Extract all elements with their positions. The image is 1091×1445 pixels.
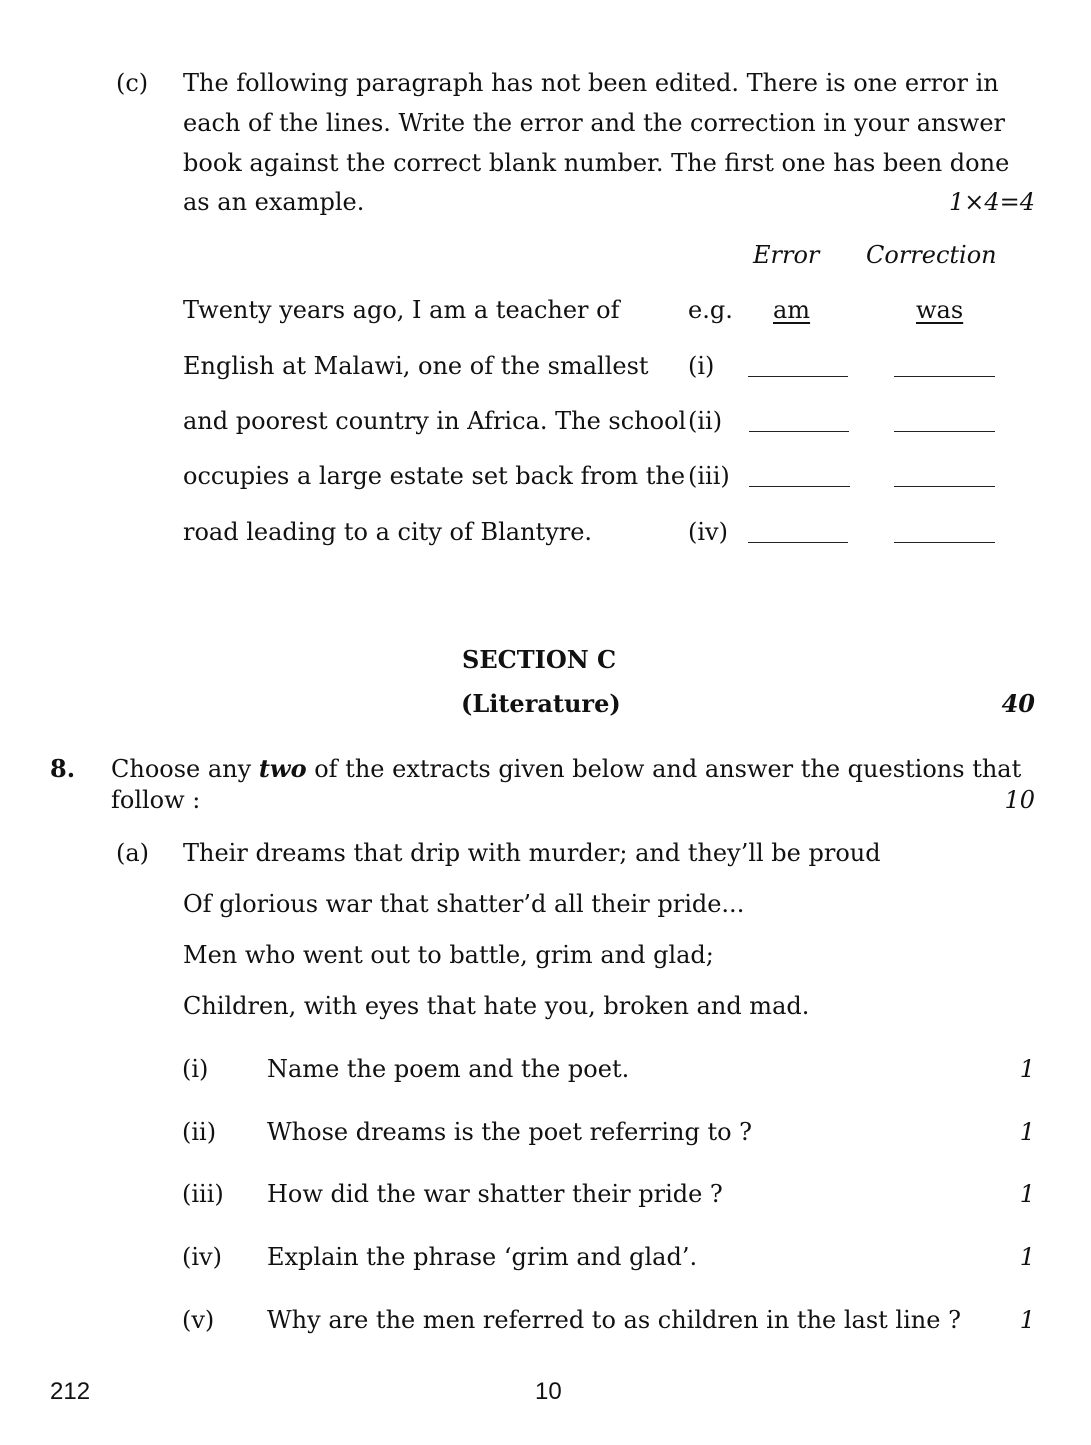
subquestion-number: (v) (182, 1306, 215, 1334)
part-label-c: (c) (116, 69, 149, 97)
row-number: (iv) (688, 518, 728, 546)
instruction-line-4: as an example. (183, 188, 365, 216)
prompt-text: of the extracts given below and answer the questions that (306, 755, 1022, 783)
row-number: (i) (688, 352, 715, 380)
page-number: 10 (535, 1378, 562, 1405)
question-number: 8. (50, 754, 76, 783)
section-title: SECTION C (462, 645, 617, 674)
subquestion-mark: 1 (1019, 1306, 1035, 1334)
prompt-text: Choose any (111, 755, 259, 783)
column-header-correction: Correction (866, 241, 997, 269)
marks-q8: 10 (1004, 786, 1035, 814)
subquestion-number: (iii) (182, 1180, 224, 1208)
prompt-emphasis: two (258, 754, 307, 783)
question-prompt (111, 754, 1022, 784)
correction-blank (894, 431, 995, 432)
subquestion-number: (iv) (182, 1243, 222, 1271)
section-subtitle: (Literature) (461, 689, 621, 718)
error-blank (749, 431, 849, 432)
column-header-error: Error (753, 241, 820, 269)
paragraph-line: occupies a large estate set back from the (183, 462, 686, 490)
error-blank (748, 376, 848, 377)
paper-code: 212 (50, 1378, 91, 1405)
section-marks: 40 (1001, 689, 1035, 718)
subquestion-text: Name the poem and the poet. (267, 1055, 630, 1083)
correction-blank (894, 542, 995, 543)
extract-line: Their dreams that drip with murder; and they’ll be proud (183, 839, 881, 867)
subquestion-mark: 1 (1019, 1180, 1035, 1208)
instruction-line-2: each of the lines. Write the error and the correction in your answer (183, 109, 1006, 137)
subquestion-text: Why are the men referred to as children in the last line ? (267, 1306, 961, 1334)
row-number: e.g. (688, 296, 733, 324)
part-label-a: (a) (116, 839, 150, 867)
question-prompt-line-2: follow : (111, 786, 201, 814)
extract-line: Of glorious war that shatter’d all their pride... (183, 890, 745, 918)
subquestion-text: Explain the phrase ‘grim and glad’. (267, 1243, 698, 1271)
instruction-line-3: book against the correct blank number. The first one has been done (183, 149, 1010, 177)
example-error: am (773, 296, 811, 324)
paragraph-line: road leading to a city of Blantyre. (183, 518, 593, 546)
marks-q7c: 1×4=4 (948, 188, 1035, 216)
subquestion-text: Whose dreams is the poet referring to ? (267, 1118, 753, 1146)
correction-blank (894, 376, 995, 377)
instruction-line-1: The following paragraph has not been edited. There is one error in (183, 69, 999, 97)
subquestion-mark: 1 (1019, 1055, 1035, 1083)
subquestion-mark: 1 (1019, 1118, 1035, 1146)
extract-line: Men who went out to battle, grim and glad; (183, 941, 714, 969)
extract-line: Children, with eyes that hate you, broken and mad. (183, 992, 810, 1020)
example-correction: was (916, 296, 964, 324)
subquestion-number: (ii) (182, 1118, 217, 1146)
error-blank (749, 486, 850, 487)
paragraph-line: English at Malawi, one of the smallest (183, 352, 649, 380)
subquestion-number: (i) (182, 1055, 209, 1083)
row-number: (ii) (688, 407, 723, 435)
subquestion-mark: 1 (1019, 1243, 1035, 1271)
paragraph-line: and poorest country in Africa. The school (183, 407, 687, 435)
correction-blank (894, 486, 995, 487)
row-number: (iii) (688, 462, 730, 490)
error-blank (748, 542, 848, 543)
subquestion-text: How did the war shatter their pride ? (267, 1180, 723, 1208)
paragraph-line: Twenty years ago, I am a teacher of (183, 296, 620, 324)
